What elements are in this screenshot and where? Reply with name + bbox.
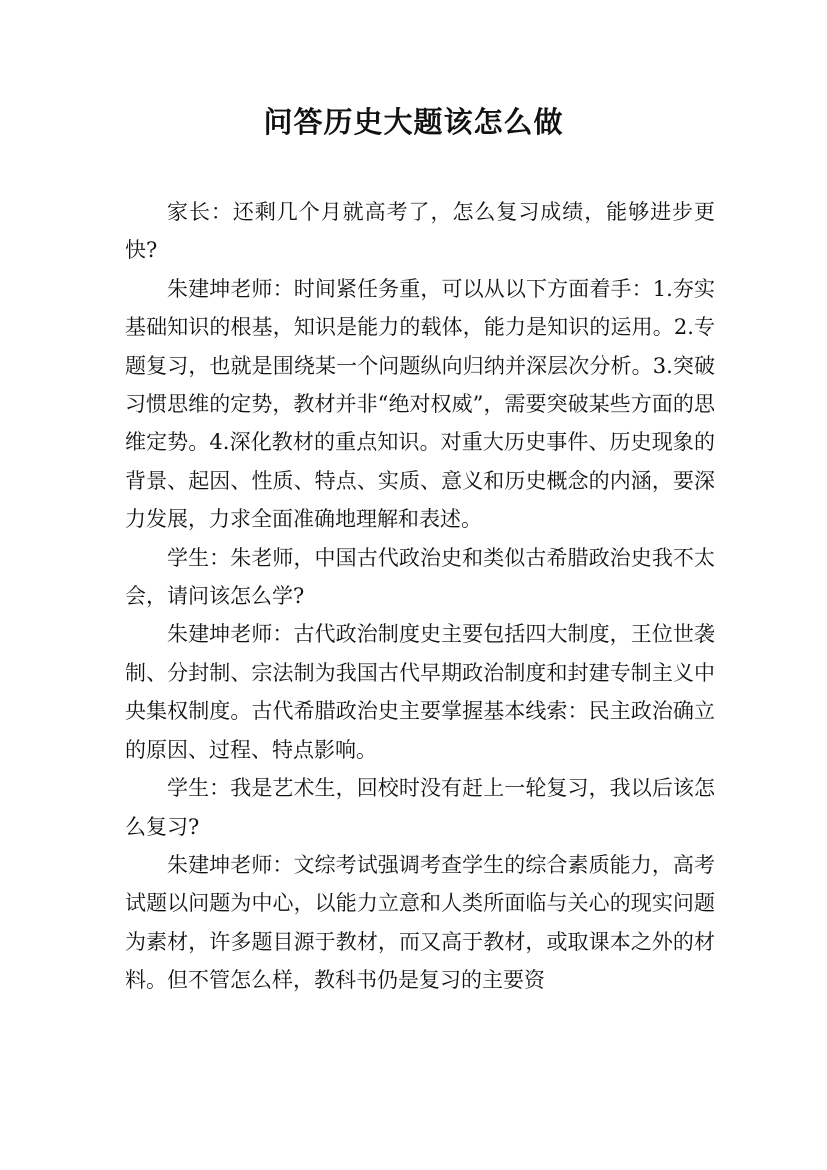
- paragraph-student-question-2: 学生：我是艺术生，回校时没有赶上一轮复习，我以后该怎么复习?: [125, 776, 715, 839]
- paragraph-teacher-answer-2: 朱建坤老师：古代政治制度史主要包括四大制度，王位世袭制、分封制、宗法制为我国古代早期政治制度和封建专制主义中央集权制度。古代希腊政治史主要掌握基本线索：民主政治确立的原因、过程、特点影响。: [125, 622, 715, 762]
- paragraph-parent-question: 家长：还剩几个月就高考了，怎么复习成绩，能够进步更快?: [125, 200, 715, 263]
- paragraph-teacher-answer-3: 朱建坤老师：文综考试强调考查学生的综合素质能力，高考试题以问题为中心，以能力立意和人类所面临与关心的现实问题为素材，许多题目源于教材，而又高于教材，或取课本之外的材料。但不管怎么样，教科书仍是复习的主要资: [125, 852, 715, 993]
- paragraph-student-question-1: 学生：朱老师，中国古代政治史和类似古希腊政治史我不太会，请问该怎么学?: [125, 545, 715, 609]
- paragraph-teacher-answer-1: 朱建坤老师：时间紧任务重，可以从以下方面着手：1.夯实基础知识的根基，知识是能力的载体，能力是知识的运用。2.专题复习，也就是围绕某一个问题纵向归纳并深层次分析。3.突破习惯思维的定势，教材并非“绝对权威”，需要突破某些方面的思维定势。4.深化教材的重点知识。对重大历史事件、历史现象的背景、起因、性质、特点、实质、意义和历史概念的内涵，要深力发展，力求全面准确地理解和表述。: [125, 276, 715, 532]
- document-body: [125, 193, 715, 1000]
- document-title: 问答历史大题该怎么做: [263, 105, 564, 139]
